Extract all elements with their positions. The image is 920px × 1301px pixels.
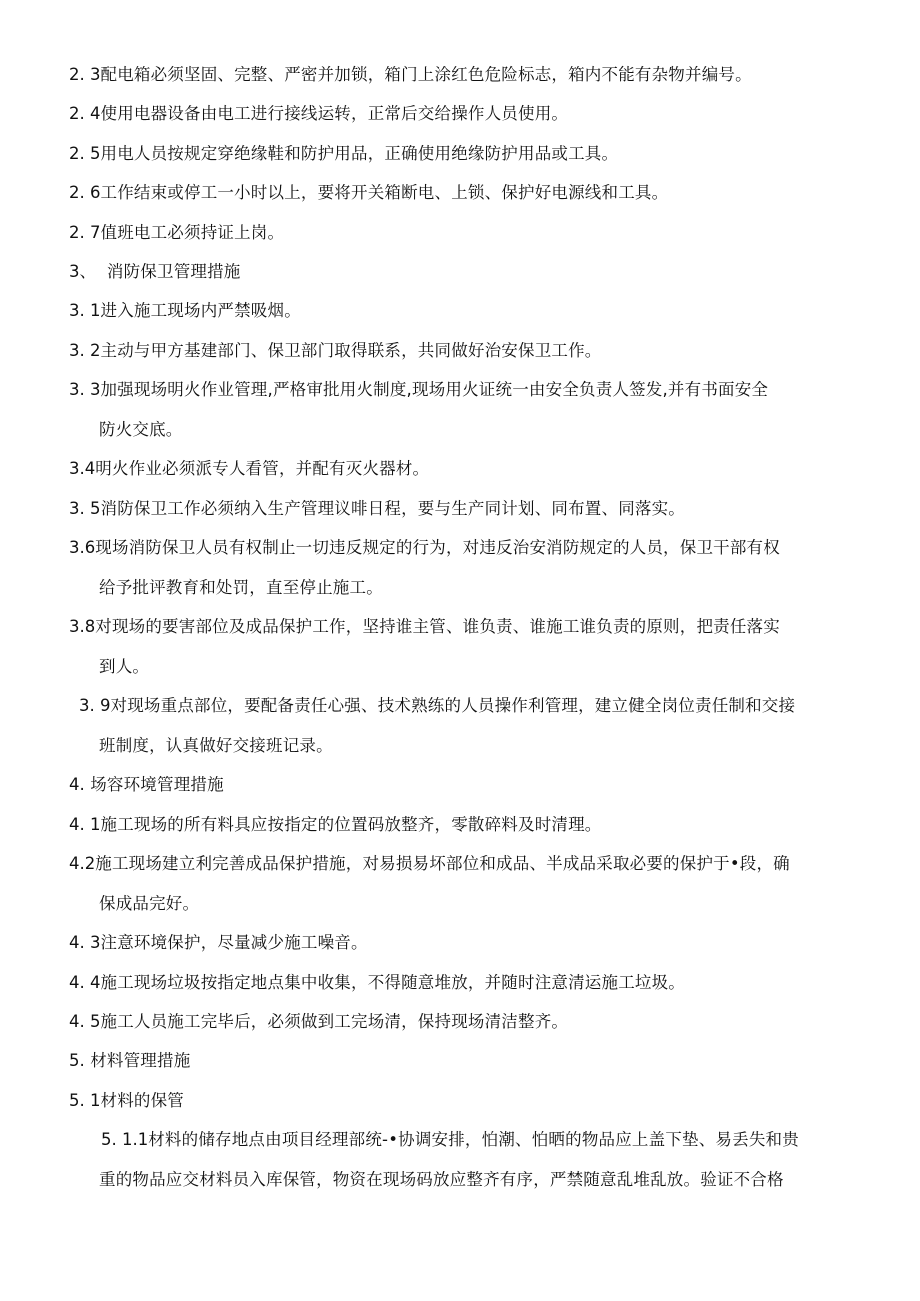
paragraph-continuation: 保成品完好。	[99, 894, 200, 913]
paragraph-line: 2. 5用电人员按规定穿绝缘鞋和防护用品，正确使用绝缘防护用品或工具。	[69, 144, 619, 163]
paragraph-line: 3. 3加强现场明火作业管理,严格审批用火制度,现场用火证统一由安全负责人签发,并有书面安全	[69, 380, 769, 399]
paragraph-line: 3. 1进入施工现场内严禁吸烟。	[69, 301, 301, 320]
paragraph-line: 2. 6工作结束或停工一小时以上，要将开关箱断电、上锁、保护好电源线和工具。	[69, 183, 669, 202]
paragraph-line: 3.4明火作业必须派专人看管，并配有灭火器材。	[69, 459, 430, 478]
paragraph-line: 3. 5消防保卫工作必须纳入生产管理议啡日程，要与生产同计划、同布置、同落实。	[69, 499, 685, 518]
paragraph-line: 4.2施工现场建立利完善成品保护措施，对易损易坏部位和成品、半成品采取必要的保护于•段，确	[69, 854, 790, 873]
paragraph-line: 2. 3配电箱必须坚固、完整、严密并加锁，箱门上涂红色危险标志，箱内不能有杂物并编号。	[69, 65, 752, 84]
paragraph-line: 5. 1.1材料的储存地点由项目经理部统-•协调安排，怕潮、怕晒的物品应上盖下垫、易丢失和贵	[101, 1130, 799, 1149]
section-heading: 3、 消防保卫管理措施	[69, 262, 241, 281]
paragraph-line: 3.8对现场的要害部位及成品保护工作，坚持谁主管、谁负责、谁施工谁负责的原则，把责任落实	[69, 617, 780, 636]
paragraph-continuation: 班制度，认真做好交接班记录。	[99, 736, 333, 755]
paragraph-continuation: 给予批评教育和处罚，直至停止施工。	[99, 578, 383, 597]
paragraph-continuation: 到人。	[99, 657, 150, 676]
subsection-heading: 5. 1材料的保管	[69, 1091, 184, 1110]
paragraph-line: 4. 5施工人员施工完毕后，必须做到工完场清，保持现场清洁整齐。	[69, 1012, 569, 1031]
paragraph-line: 4. 3注意环境保护，尽量减少施工噪音。	[69, 933, 368, 952]
paragraph-line: 3. 2主动与甲方基建部门、保卫部门取得联系，共同做好治安保卫工作。	[69, 341, 602, 360]
paragraph-line: 4. 1施工现场的所有料具应按指定的位置码放整齐，零散碎料及时清理。	[69, 815, 602, 834]
section-heading: 5. 材料管理措施	[69, 1051, 191, 1070]
paragraph-line: 2. 7值班电工必须持证上岗。	[69, 223, 285, 242]
paragraph-line: 3.6现场消防保卫人员有权制止一切违反规定的行为，对违反治安消防规定的人员，保卫干部有权	[69, 538, 780, 557]
paragraph-line: 2. 4使用电器设备由电工进行接线运转，正常后交给操作人员使用。	[69, 104, 569, 123]
paragraph-line: 3. 9对现场重点部位，要配备责任心强、技术熟练的人员操作利管理，建立健全岗位责任制和交接	[79, 696, 796, 715]
paragraph-continuation: 重的物品应交材料员入库保管，物资在现场码放应整齐有序，严禁随意乱堆乱放。验证不合格	[99, 1170, 784, 1189]
section-heading: 4. 场容环境管理措施	[69, 775, 224, 794]
paragraph-line: 4. 4施工现场垃圾按指定地点集中收集，不得随意堆放，并随时注意清运施工垃圾。	[69, 973, 685, 992]
paragraph-continuation: 防火交底。	[99, 420, 183, 439]
